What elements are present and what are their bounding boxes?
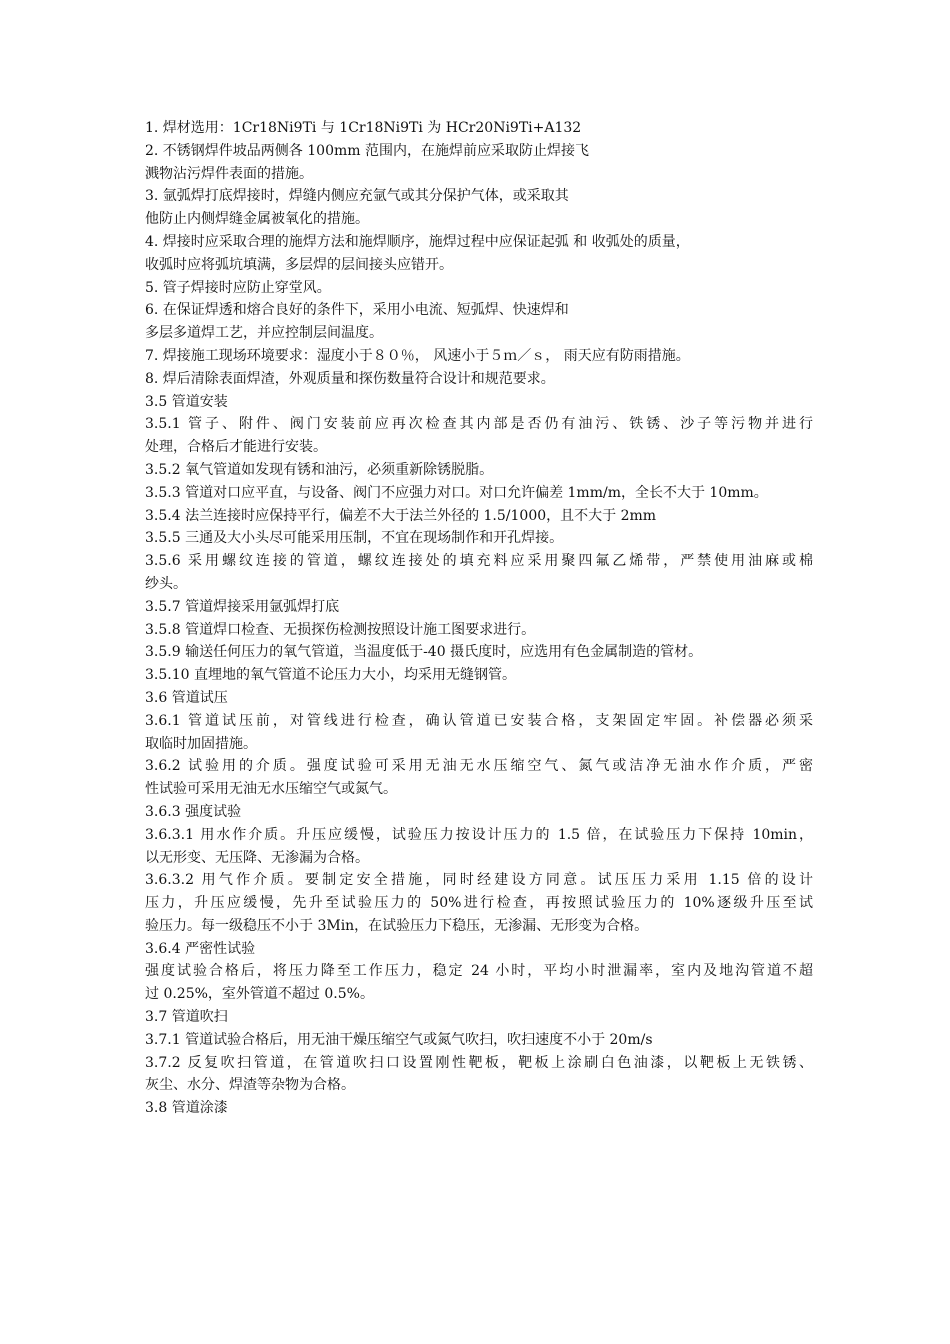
text-line: 强度试验合格后，将压力降至工作压力，稳定 24 小时，平均小时泄漏率，室内及地沟管道不超 [145,963,813,980]
text-line: 3.5.5 三通及大小头尽可能采用压制，不宜在现场制作和开孔焊接。 [145,530,564,547]
text-line: 3.6.3.1 用水作介质。升压应缓慢，试验压力按设计压力的 1.5 倍，在试验压力下保持 10min， [145,826,813,843]
text-line: 3. 氩弧焊打底焊接时，焊缝内侧应充氩气或其分保护气体，或采取其 [145,188,569,205]
text-line: 验压力。每一级稳压不小于 3Min，在试验压力下稳压，无渗漏、无形变为合格。 [145,917,649,934]
text-line: 3.7.2 反复吹扫管道，在管道吹扫口设置刚性靶板，靶板上涂刷白色油漆，以靶板上无铁锈、 [145,1054,813,1071]
text-line: 3.5.7 管道焊接采用氩弧焊打底 [145,598,340,615]
section-heading: 3.6.3 强度试验 [145,803,242,820]
text-line: 2. 不锈钢焊件坡品两侧各 100mm 范围内，在施焊前应采取防止焊接飞 [145,142,589,159]
text-line: 3.5.4 法兰连接时应保持平行，偏差不大于法兰外径的 1.5/1000，且不大于 2mm [145,507,657,524]
section-heading: 3.7 管道吹扫 [145,1009,228,1026]
section-heading: 3.6 管道试压 [145,689,228,706]
text-line: 5. 管子焊接时应防止穿堂风。 [145,279,331,296]
text-line: 过 0.25%，室外管道不超过 0.5%。 [145,986,374,1003]
text-line: 3.6.1 管道试压前，对管线进行检查，确认管道已安装合格，支架固定牢固。补偿器必须采 [145,712,813,729]
text-line: 3.5.9 输送任何压力的氧气管道，当温度低于-40 摄氏度时，应选用有色金属制造的管材。 [145,644,703,661]
text-line: 8. 焊后清除表面焊渣，外观质量和探伤数量符合设计和规范要求。 [145,370,555,387]
text-line: 7. 焊接施工现场环境要求：湿度小于８０％， 风速小于５ｍ／ｓ， 雨天应有防雨措施。 [145,347,690,364]
text-line: 多层多道焊工艺，并应控制层间温度。 [145,325,383,342]
text-line: 收弧时应将弧坑填满，多层焊的层间接头应错开。 [145,256,453,273]
text-line: 3.7.1 管道试验合格后，用无油干燥压缩空气或氮气吹扫，吹扫速度不小于 20m/s [145,1031,653,1048]
text-line: 3.5.6 采用螺纹连接的管道，螺纹连接处的填充料应采用聚四氟乙烯带，严禁使用油麻或棉 [145,553,813,570]
text-line: 1. 焊材选用：1Cr18Ni9Ti 与 1Cr18Ni9Ti 为 HCr20Ni9Ti+A132 [145,120,582,136]
text-line: 3.6.3.2 用气作介质。要制定安全措施，同时经建设方同意。试压压力采用 1.15 倍的设计 [145,872,813,889]
text-line: 4. 焊接时应采取合理的施焊方法和施焊顺序，施焊过程中应保证起弧 和 收弧处的质量， [145,233,690,250]
text-line: 6. 在保证焊透和熔合良好的条件下，采用小电流、短弧焊、快速焊和 [145,302,569,319]
text-line: 3.5.3 管道对口应平直，与设备、阀门不应强力对口。对口允许偏差 1mm/m，全长不大于 10mm。 [145,484,768,501]
section-heading: 3.6.4 严密性试验 [145,940,256,957]
text-line: 他防止内侧焊缝金属被氧化的措施。 [145,211,369,228]
section-heading: 3.5 管道安装 [145,393,228,410]
text-line: 处理，合格后才能进行安装。 [145,439,327,456]
section-heading: 3.8 管道涂漆 [145,1100,228,1117]
text-line: 溅物沾污焊件表面的措施。 [145,165,313,182]
text-line: 灰尘、水分、焊渣等杂物为合格。 [145,1077,355,1094]
document-body [145,117,813,1120]
text-line: 纱头。 [145,575,187,592]
text-line: 以无形变、无压降、无渗漏为合格。 [145,849,369,866]
text-line: 3.5.10 直埋地的氧气管道不论压力大小，均采用无缝钢管。 [145,667,516,684]
text-line: 3.6.2 试验用的介质。强度试验可采用无油无水压缩空气、氮气或洁净无油水作介质，严密 [145,758,813,775]
text-line: 3.5.1 管子、附件、阀门安装前应再次检查其内部是否仍有油污、铁锈、沙子等污物并进行 [145,416,813,433]
text-line: 3.5.2 氧气管道如发现有锈和油污，必须重新除锈脱脂。 [145,461,494,478]
text-line: 性试验可采用无油无水压缩空气或氮气。 [145,781,397,798]
text-line: 取临时加固措施。 [145,735,257,752]
text-line: 3.5.8 管道焊口检查、无损探伤检测按照设计施工图要求进行。 [145,621,536,638]
text-line: 压力，升压应缓慢，先升至试验压力的 50%进行检查，再按照试验压力的 10%逐级升压至试 [145,895,813,912]
